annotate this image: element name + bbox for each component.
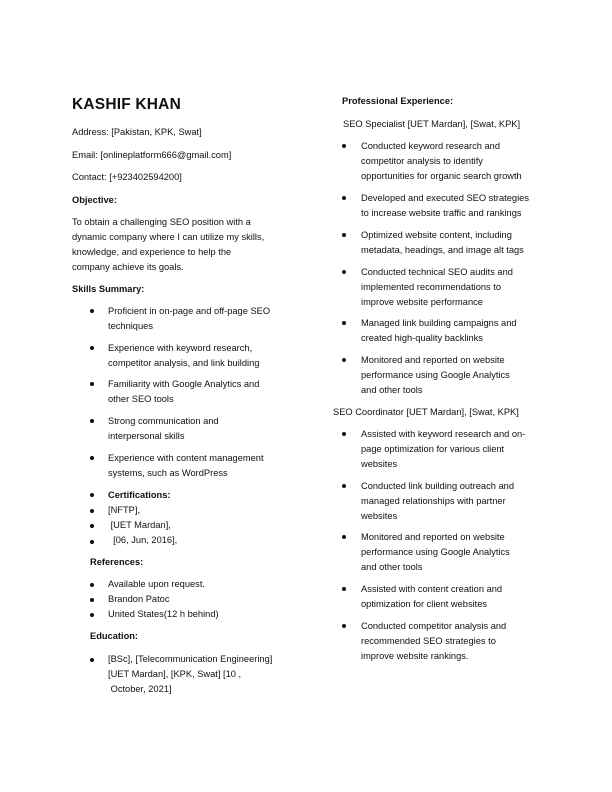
- bullet-icon: [90, 419, 94, 423]
- skill-item: [108, 341, 259, 371]
- duty-item: [361, 191, 529, 221]
- objective-line: To obtain a challenging SEO position with a: [72, 217, 251, 227]
- duty-line: performance using Google Analytics: [361, 370, 510, 380]
- duty-line: Monitored and reported on website: [361, 355, 505, 365]
- bullet-icon: [90, 613, 94, 617]
- skill-item: [108, 377, 259, 407]
- duty-item: [361, 530, 510, 575]
- address-line: Address: [Pakistan, KPK, Swat]: [72, 127, 202, 137]
- bullet-icon: [90, 346, 94, 350]
- certification-item: [06, Jun, 2016],: [108, 535, 178, 545]
- objective-line: dynamic company where I can utilize my skills,: [72, 232, 265, 242]
- duty-line: competitor analysis to identify: [361, 156, 483, 166]
- references-heading: References:: [90, 557, 144, 567]
- bullet-icon: [342, 587, 346, 591]
- objective-line: knowledge, and experience to help the: [72, 247, 232, 257]
- bullet-icon: [342, 270, 346, 274]
- skill-line: competitor analysis, and link building: [108, 358, 260, 368]
- certification-item: [NFTP],: [108, 505, 141, 515]
- duty-line: to increase website traffic and rankings: [361, 208, 522, 218]
- bullet-icon: [342, 432, 346, 436]
- education-line: [UET Mardan], [KPK, Swat] [10 ,: [108, 669, 242, 679]
- duty-line: Conducted link building outreach and: [361, 481, 514, 491]
- resume-name: KASHIF KHAN: [72, 96, 181, 113]
- bullet-icon: [342, 484, 346, 488]
- skill-line: Familiarity with Google Analytics and: [108, 379, 260, 389]
- skill-line: Experience with keyword research,: [108, 343, 253, 353]
- bullet-icon: [90, 456, 94, 460]
- skill-line: other SEO tools: [108, 394, 174, 404]
- duty-line: page optimization for various client: [361, 444, 505, 454]
- duty-line: Managed link building campaigns and: [361, 318, 517, 328]
- certifications-heading: Certifications:: [108, 490, 171, 500]
- education-line: October, 2021]: [108, 684, 172, 694]
- duty-line: metadata, headings, and image alt tags: [361, 245, 524, 255]
- bullet-icon: [90, 658, 94, 662]
- duty-line: Monitored and reported on website: [361, 532, 505, 542]
- bullet-icon: [90, 524, 94, 528]
- bullet-icon: [342, 321, 346, 325]
- duty-line: managed relationships with partner: [361, 496, 506, 506]
- bullet-icon: [342, 358, 346, 362]
- duty-line: improve website performance: [361, 297, 483, 307]
- duty-item: [361, 316, 517, 346]
- bullet-icon: [90, 493, 94, 497]
- duty-line: websites: [361, 459, 398, 469]
- reference-item: Available upon request.: [108, 579, 205, 589]
- bullet-icon: [90, 309, 94, 313]
- duty-line: optimization for client websites: [361, 599, 488, 609]
- duty-line: performance using Google Analytics: [361, 547, 510, 557]
- duty-item: [361, 427, 525, 472]
- duty-item: [361, 139, 522, 184]
- objective-line: company achieve its goals.: [72, 262, 184, 272]
- education-line: [BSc], [Telecommunication Engineering]: [108, 654, 273, 664]
- duty-line: created high-quality backlinks: [361, 333, 483, 343]
- experience-heading: Professional Experience:: [342, 96, 454, 106]
- duty-line: Conducted keyword research and: [361, 141, 501, 151]
- bullet-icon: [90, 583, 94, 587]
- duty-line: Conducted technical SEO audits and: [361, 267, 513, 277]
- bullet-icon: [90, 598, 94, 602]
- certification-item: [UET Mardan],: [108, 520, 171, 530]
- education-heading: Education:: [90, 631, 139, 641]
- email-line: Email: [onlineplatform666@gmail.com]: [72, 150, 232, 160]
- duty-line: Conducted competitor analysis and: [361, 621, 507, 631]
- duty-line: and other tools: [361, 562, 423, 572]
- skill-line: Experience with content management: [108, 453, 264, 463]
- duty-item: [361, 265, 513, 310]
- job-title: SEO Specialist [UET Mardan], [Swat, KPK]: [343, 119, 521, 129]
- reference-item: Brandon Patoc: [108, 594, 170, 604]
- duty-line: implemented recommendations to: [361, 282, 502, 292]
- skills-heading: Skills Summary:: [72, 284, 145, 294]
- objective-text: [72, 215, 264, 275]
- duty-item: [361, 479, 514, 524]
- reference-item: United States(12 h behind): [108, 609, 219, 619]
- duty-line: Assisted with keyword research and on-: [361, 429, 526, 439]
- bullet-icon: [90, 540, 94, 544]
- education-item: [108, 652, 272, 697]
- skill-line: interpersonal skills: [108, 431, 185, 441]
- bullet-icon: [90, 509, 94, 513]
- bullet-icon: [90, 382, 94, 386]
- duty-line: Developed and executed SEO strategies: [361, 193, 529, 203]
- objective-heading: Objective:: [72, 195, 117, 205]
- bullet-icon: [342, 233, 346, 237]
- job-title: SEO Coordinator [UET Mardan], [Swat, KPK]: [333, 407, 519, 417]
- skill-item: [108, 451, 264, 481]
- duty-line: opportunities for organic search growth: [361, 171, 522, 181]
- duty-line: improve website rankings.: [361, 651, 469, 661]
- duty-item: [361, 228, 524, 258]
- duty-line: Optimized website content, including: [361, 230, 512, 240]
- bullet-icon: [342, 144, 346, 148]
- bullet-icon: [342, 535, 346, 539]
- skill-line: techniques: [108, 321, 153, 331]
- duty-item: [361, 619, 506, 664]
- duty-item: [361, 353, 510, 398]
- skill-item: [108, 414, 219, 444]
- bullet-icon: [342, 624, 346, 628]
- duty-line: recommended SEO strategies to: [361, 636, 496, 646]
- duty-line: Assisted with content creation and: [361, 584, 503, 594]
- skill-item: [108, 304, 270, 334]
- bullet-icon: [342, 196, 346, 200]
- contact-line: Contact: [+923402594200]: [72, 172, 182, 182]
- skill-line: Strong communication and: [108, 416, 219, 426]
- skill-line: systems, such as WordPress: [108, 468, 228, 478]
- skill-line: Proficient in on-page and off-page SEO: [108, 306, 271, 316]
- duty-line: and other tools: [361, 385, 423, 395]
- duty-item: [361, 582, 502, 612]
- duty-line: websites: [361, 511, 398, 521]
